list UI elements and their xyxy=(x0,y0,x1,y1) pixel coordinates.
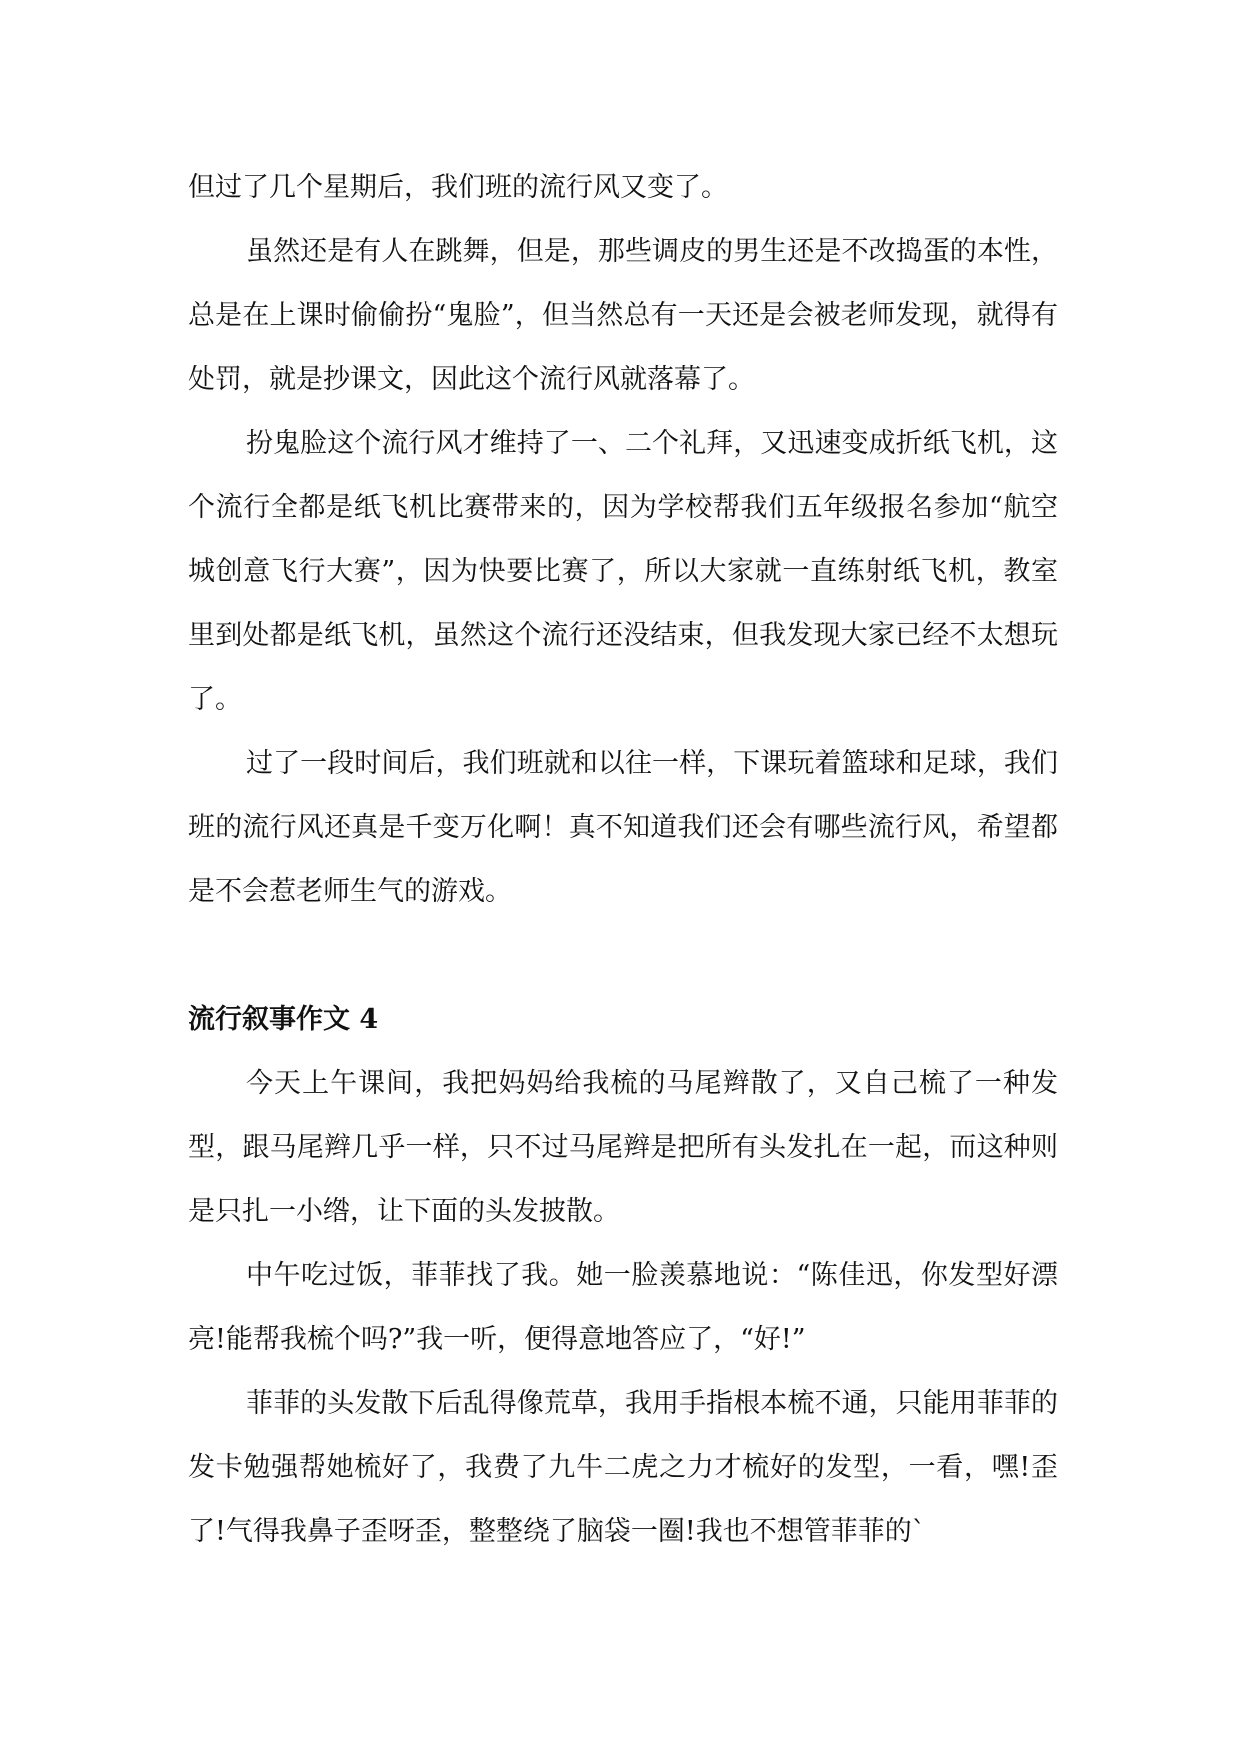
paragraph-dancing-faces: 虽然还是有人在跳舞，但是，那些调皮的男生还是不改捣蛋的本性，总是在上课时偷偷扮“鬼脸”，但当然总有一天还是会被老师发现，就得有处罚，就是抄课文，因此这个流行风就落幕了。 xyxy=(188,236,1058,395)
paragraph-back-to-normal: 过了一段时间后，我们班就和以往一样，下课玩着篮球和足球，我们班的流行风还真是千变万化啊！真不知道我们还会有哪些流行风，希望都是不会惹老师生气的游戏。 xyxy=(188,748,1058,907)
paragraph-combing-hair: 菲菲的头发散下后乱得像荒草，我用手指根本梳不通，只能用菲菲的发卡勉强帮她梳好了，我费了九牛二虎之力才梳好的发型，一看，嘿!歪了!气得我鼻子歪呀歪，整整绕了脑袋一圈!我也不想管菲菲的` xyxy=(188,1388,1058,1547)
paragraph-feifei-request: 中午吃过饭，菲菲找了我。她一脸羡慕地说：“陈佳迅，你发型好漂亮!能帮我梳个吗?”我一听，便得意地答应了，“好!” xyxy=(188,1260,1058,1355)
document-body xyxy=(188,156,1058,1564)
paragraph-new-hairstyle: 今天上午课间，我把妈妈给我梳的马尾辫散了，又自己梳了一种发型，跟马尾辫几乎一样，只不过马尾辫是把所有头发扎在一起，而这种则是只扎一小绺，让下面的头发披散。 xyxy=(188,1068,1058,1227)
essay-title: 流行叙事作文 4 xyxy=(188,1004,379,1035)
section-spacer xyxy=(188,924,1058,988)
paragraph-paper-planes: 扮鬼脸这个流行风才维持了一、二个礼拜，又迅速变成折纸飞机，这个流行全都是纸飞机比赛带来的，因为学校帮我们五年级报名参加“航空城创意飞行大赛”，因为快要比赛了，所以大家就一直练射纸飞机，教室里到处都是纸飞机，虽然这个流行还没结束，但我发现大家已经不太想玩了。 xyxy=(188,428,1058,715)
continuation-paragraph: 但过了几个星期后，我们班的流行风又变了。 xyxy=(188,172,728,203)
